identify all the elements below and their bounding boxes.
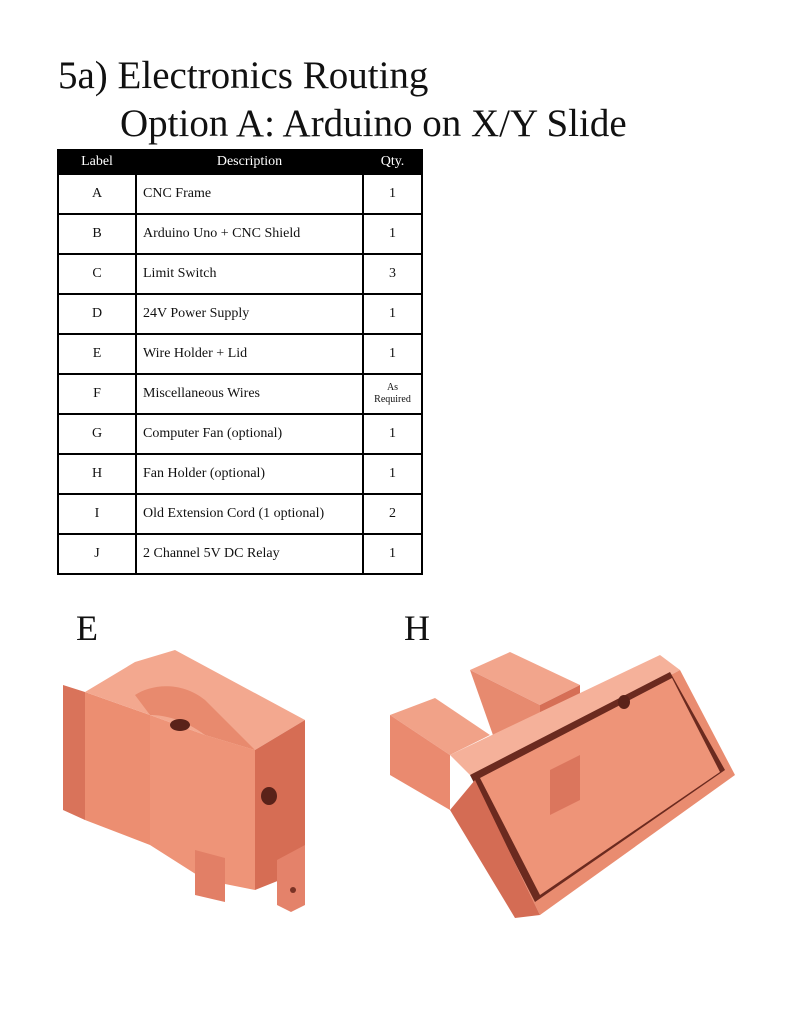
header-qty: Qty.	[363, 150, 422, 174]
row-label: H	[58, 454, 136, 494]
wire-holder-image	[55, 640, 325, 920]
table-row	[58, 534, 422, 574]
table-row	[58, 414, 422, 454]
figure-label-e: E	[76, 608, 98, 648]
table-row	[58, 294, 422, 334]
row-qty: 1	[363, 534, 422, 574]
table-row	[58, 374, 422, 414]
row-label: I	[58, 494, 136, 534]
header-label: Label	[58, 150, 136, 174]
row-label: D	[58, 294, 136, 334]
row-label: B	[58, 214, 136, 254]
row-description: Limit Switch	[136, 254, 363, 294]
row-label: J	[58, 534, 136, 574]
row-label: E	[58, 334, 136, 374]
row-description: CNC Frame	[136, 174, 363, 214]
table-row	[58, 174, 422, 214]
row-label: C	[58, 254, 136, 294]
table-row	[58, 334, 422, 374]
row-description: 2 Channel 5V DC Relay	[136, 534, 363, 574]
table-row	[58, 214, 422, 254]
page-title-line2: Option A: Arduino on X/Y Slide	[120, 102, 627, 145]
row-qty: 1	[363, 294, 422, 334]
parts-table	[57, 149, 423, 575]
fan-holder-image	[380, 640, 750, 930]
header-description: Description	[136, 150, 363, 174]
page-title-line1: 5a) Electronics Routing	[58, 54, 429, 97]
table-row	[58, 494, 422, 534]
row-description: Fan Holder (optional)	[136, 454, 363, 494]
row-qty: 1	[363, 174, 422, 214]
row-label: G	[58, 414, 136, 454]
row-qty: 1	[363, 414, 422, 454]
row-qty: 1	[363, 334, 422, 374]
table-row	[58, 254, 422, 294]
row-qty: 2	[363, 494, 422, 534]
row-description: Computer Fan (optional)	[136, 414, 363, 454]
row-qty: 1	[363, 454, 422, 494]
figure-label-h: H	[404, 608, 430, 648]
table-header-row	[58, 150, 422, 174]
row-qty-line1: As	[386, 382, 399, 393]
row-description: 24V Power Supply	[136, 294, 363, 334]
row-description: Arduino Uno + CNC Shield	[136, 214, 363, 254]
row-description: Miscellaneous Wires	[136, 374, 363, 414]
row-label: F	[58, 374, 136, 414]
row-description: Wire Holder + Lid	[136, 334, 363, 374]
table-row	[58, 454, 422, 494]
row-qty: 3	[363, 254, 422, 294]
row-label: A	[58, 174, 136, 214]
row-qty-line2: Required	[374, 394, 411, 405]
row-qty: 1	[363, 214, 422, 254]
row-qty	[363, 374, 422, 414]
row-description: Old Extension Cord (1 optional)	[136, 494, 363, 534]
